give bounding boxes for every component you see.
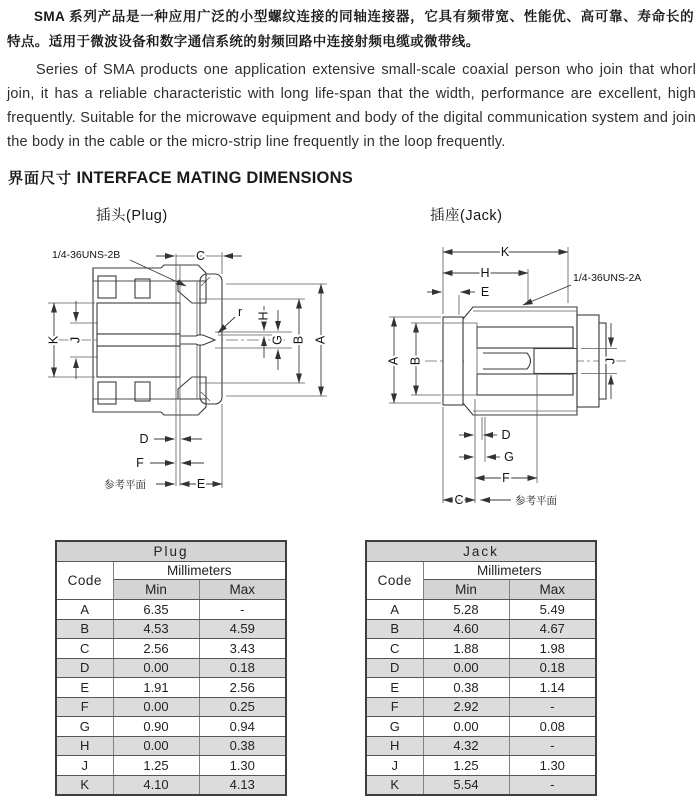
intro-paragraph-chinese: SMA 系列产品是一种应用广泛的小型螺纹连接的同轴连接器，它具有频带宽、性能优、高可靠、寿命长的特点。适用于微波设备和数字通信系统的射频回路中连接射频电缆或微带线。 — [7, 9, 694, 49]
plug-dielectric-bottom — [97, 346, 180, 377]
plug-dimension-table — [55, 540, 287, 796]
plug-gasket-top — [135, 279, 150, 298]
table-row — [56, 717, 286, 737]
table-row — [56, 678, 286, 698]
section-heading-en: INTERFACE MATING DIMENSIONS — [76, 169, 353, 187]
code-cell: E — [366, 678, 423, 698]
plug-dim-B: B — [291, 335, 306, 345]
code-cell: G — [56, 717, 113, 737]
plug-dim-G: G — [270, 335, 285, 345]
jack-flange — [443, 317, 463, 405]
plug-table-body — [56, 600, 286, 796]
table-row — [56, 619, 286, 639]
plug-dim-A: A — [313, 335, 328, 345]
plug-max-header: Max — [199, 580, 286, 600]
plug-dim-K: K — [46, 335, 61, 345]
jack-dim-E: E — [480, 285, 490, 299]
table-row — [56, 736, 286, 756]
plug-dim-F: F — [136, 456, 144, 470]
max-cell: 1.98 — [509, 639, 596, 659]
jack-dim-B: B — [408, 356, 423, 366]
max-cell: - — [509, 736, 596, 756]
plug-dielectric-top — [97, 303, 180, 334]
code-cell: G — [366, 717, 423, 737]
table-row — [56, 639, 286, 659]
table-row — [366, 658, 596, 678]
table-row — [366, 600, 596, 620]
max-cell: 1.14 — [509, 678, 596, 698]
table-row — [366, 717, 596, 737]
jack-figure-title: 插座(Jack) — [430, 208, 503, 224]
table-row — [56, 600, 286, 620]
plug-code-header: Code — [56, 562, 113, 600]
plug-unit-header: Millimeters — [113, 562, 286, 580]
code-cell: J — [366, 756, 423, 776]
min-cell: 0.00 — [423, 717, 509, 737]
min-cell: 0.38 — [423, 678, 509, 698]
table-row — [56, 697, 286, 717]
table-row — [56, 756, 286, 776]
jack-dim-A: A — [386, 356, 401, 366]
code-cell: A — [56, 600, 113, 620]
jack-socket-contact — [483, 353, 531, 369]
code-cell: F — [366, 697, 423, 717]
code-cell: K — [366, 775, 423, 795]
max-cell: 3.43 — [199, 639, 286, 659]
plug-min-header: Min — [113, 580, 199, 600]
min-cell: 4.32 — [423, 736, 509, 756]
max-cell: 4.13 — [199, 775, 286, 795]
max-cell: 0.18 — [509, 658, 596, 678]
max-cell: - — [509, 775, 596, 795]
jack-ref-plane-label: 参考平面 — [515, 495, 557, 507]
code-cell: C — [56, 639, 113, 659]
jack-dim-F: F — [502, 471, 510, 485]
plug-hex-top — [98, 276, 116, 298]
min-cell: 4.60 — [423, 619, 509, 639]
min-cell: 1.25 — [113, 756, 199, 776]
min-cell: 0.00 — [113, 736, 199, 756]
jack-dim-D: D — [501, 428, 511, 442]
max-cell: 4.59 — [199, 619, 286, 639]
code-cell: D — [56, 658, 113, 678]
code-cell: H — [56, 736, 113, 756]
jack-dim-G: G — [504, 450, 514, 464]
max-cell: 0.94 — [199, 717, 286, 737]
table-row — [366, 678, 596, 698]
table-row — [56, 775, 286, 795]
max-cell: - — [199, 600, 286, 620]
plug-dim-r: r — [238, 305, 243, 319]
code-cell: J — [56, 756, 113, 776]
plug-dim-H: H — [256, 311, 271, 321]
jack-thread-leader — [523, 285, 571, 305]
jack-max-header: Max — [509, 580, 596, 600]
plug-ref-plane-label: 参考平面 — [104, 479, 146, 491]
table-row — [366, 736, 596, 756]
code-cell: A — [366, 600, 423, 620]
min-cell: 0.00 — [113, 697, 199, 717]
plug-gasket-bottom — [135, 382, 150, 401]
min-cell: 1.25 — [423, 756, 509, 776]
plug-dim-C: C — [196, 249, 206, 263]
code-cell: B — [56, 619, 113, 639]
max-cell: 0.38 — [199, 736, 286, 756]
table-row — [366, 775, 596, 795]
jack-cross-section-drawing — [385, 235, 675, 520]
min-cell: 0.00 — [113, 658, 199, 678]
jack-bore-cavity — [464, 324, 477, 398]
min-cell: 6.35 — [113, 600, 199, 620]
jack-dim-K: K — [500, 245, 510, 259]
code-cell: C — [366, 639, 423, 659]
min-cell: 2.56 — [113, 639, 199, 659]
jack-dielectric-top — [477, 327, 573, 348]
min-cell: 5.28 — [423, 600, 509, 620]
plug-center-conductor — [97, 334, 180, 346]
min-cell: 2.92 — [423, 697, 509, 717]
jack-code-header: Code — [366, 562, 423, 600]
plug-hex-bottom — [98, 382, 116, 404]
jack-min-header: Min — [423, 580, 509, 600]
jack-dim-J: J — [603, 357, 618, 365]
max-cell: 4.67 — [509, 619, 596, 639]
table-row — [56, 658, 286, 678]
code-cell: F — [56, 697, 113, 717]
jack-thread-label: 1/4-36UNS-2A — [573, 272, 642, 284]
jack-table-title: Jack — [366, 541, 596, 562]
jack-dim-C: C — [454, 493, 464, 507]
max-cell: 0.08 — [509, 717, 596, 737]
min-cell: 1.88 — [423, 639, 509, 659]
min-cell: 5.54 — [423, 775, 509, 795]
jack-dimension-table — [365, 540, 597, 796]
max-cell: - — [509, 697, 596, 717]
min-cell: 4.10 — [113, 775, 199, 795]
jack-dielectric-bottom — [477, 374, 573, 395]
table-row — [366, 619, 596, 639]
code-cell: K — [56, 775, 113, 795]
code-cell: H — [366, 736, 423, 756]
plug-table-title: Plug — [56, 541, 286, 562]
code-cell: E — [56, 678, 113, 698]
jack-unit-header: Millimeters — [423, 562, 596, 580]
max-cell: 5.49 — [509, 600, 596, 620]
section-heading — [8, 167, 353, 188]
min-cell: 1.91 — [113, 678, 199, 698]
plug-dim-E: E — [196, 477, 206, 491]
plug-thread-label: 1/4-36UNS-2B — [52, 249, 121, 261]
table-row — [366, 639, 596, 659]
code-cell: D — [366, 658, 423, 678]
max-cell: 1.30 — [199, 756, 286, 776]
table-row — [366, 697, 596, 717]
code-cell: B — [366, 619, 423, 639]
intro-paragraph-english: Series of SMA products one application extensive small-scale coaxial person who join that whorl join, it has a reliable characteristic with long life-span that the width, performance are excellent, high frequently. Suitable for the microwave equipment and body of the digital communication system and join the body in the cable or the micro-strip line frequently in the loop frequently. — [7, 62, 696, 150]
plug-dim-J: J — [68, 336, 83, 344]
table-row — [366, 756, 596, 776]
section-heading-zh: 界面尺寸 — [8, 170, 73, 187]
max-cell: 0.18 — [199, 658, 286, 678]
jack-table-body — [366, 600, 596, 796]
min-cell: 0.00 — [423, 658, 509, 678]
plug-figure-title: 插头(Plug) — [96, 208, 168, 224]
plug-dim-D: D — [139, 432, 149, 446]
jack-dim-H: H — [480, 266, 490, 280]
max-cell: 1.30 — [509, 756, 596, 776]
min-cell: 0.90 — [113, 717, 199, 737]
plug-cross-section-drawing — [40, 246, 360, 498]
plug-thread-leader — [130, 260, 186, 286]
max-cell: 2.56 — [199, 678, 286, 698]
max-cell: 0.25 — [199, 697, 286, 717]
min-cell: 4.53 — [113, 619, 199, 639]
